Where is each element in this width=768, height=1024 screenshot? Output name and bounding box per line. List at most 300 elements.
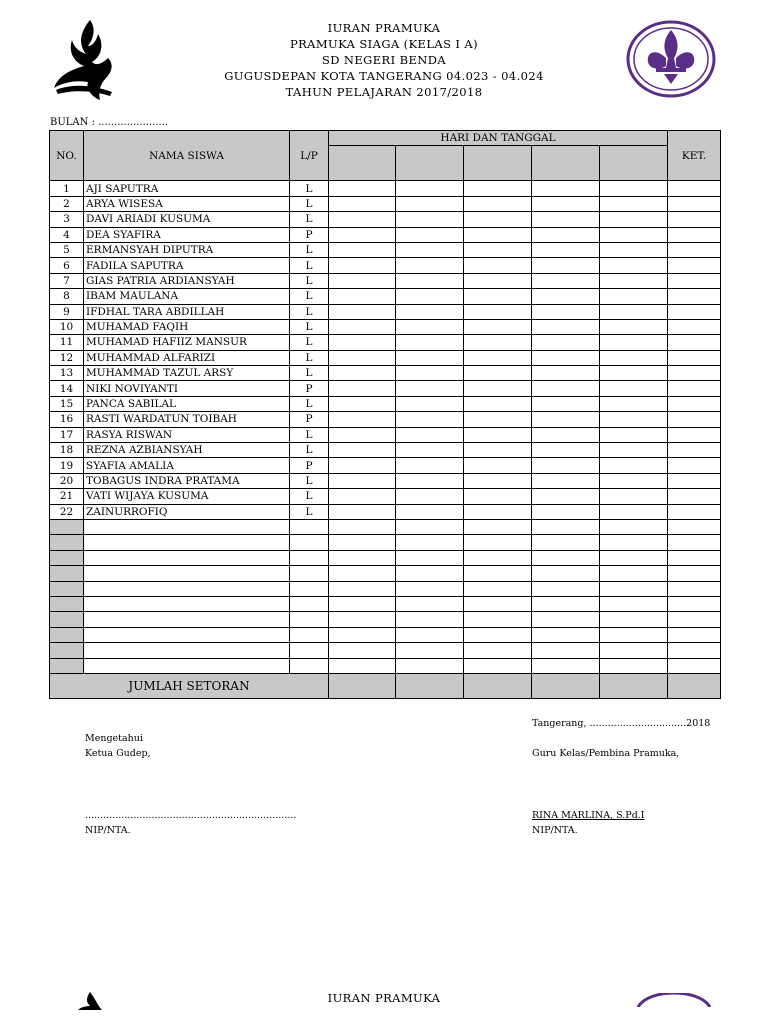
empty-cell bbox=[464, 627, 532, 642]
attendance-cell bbox=[532, 335, 600, 350]
empty-cell bbox=[396, 596, 464, 611]
attendance-cell bbox=[329, 427, 396, 442]
attendance-cell bbox=[668, 458, 721, 473]
empty-cell bbox=[329, 550, 396, 565]
attendance-cell bbox=[329, 319, 396, 334]
empty-cell bbox=[668, 535, 721, 550]
date-header-cell bbox=[532, 146, 600, 181]
empty-cell bbox=[532, 535, 600, 550]
student-gender: L bbox=[290, 212, 329, 227]
attendance-cell bbox=[600, 289, 668, 304]
empty-cell bbox=[84, 612, 290, 627]
attendance-cell bbox=[600, 458, 668, 473]
attendance-cell bbox=[532, 273, 600, 288]
table-row bbox=[50, 366, 721, 381]
attendance-cell bbox=[329, 443, 396, 458]
student-gender: L bbox=[290, 319, 329, 334]
student-gender: L bbox=[290, 366, 329, 381]
row-number: 3 bbox=[50, 212, 84, 227]
attendance-cell bbox=[329, 412, 396, 427]
table-row bbox=[50, 396, 721, 411]
left-nip: NIP/NTA. bbox=[85, 825, 131, 836]
attendance-cell bbox=[668, 242, 721, 257]
table-row bbox=[50, 273, 721, 288]
attendance-cell bbox=[532, 443, 600, 458]
table-row bbox=[50, 258, 721, 273]
student-name: FADILA SAPUTRA bbox=[84, 258, 290, 273]
attendance-cell bbox=[532, 350, 600, 365]
row-number: 12 bbox=[50, 350, 84, 365]
attendance-cell bbox=[396, 273, 464, 288]
empty-number-cell bbox=[50, 566, 84, 581]
student-name: RASTI WARDATUN TOIBAH bbox=[84, 412, 290, 427]
attendance-cell bbox=[396, 181, 464, 196]
attendance-table bbox=[49, 130, 721, 699]
row-number: 13 bbox=[50, 366, 84, 381]
empty-cell bbox=[84, 519, 290, 534]
empty-row bbox=[50, 535, 721, 550]
table-row bbox=[50, 319, 721, 334]
guru-kelas-label: Guru Kelas/Pembina Pramuka, bbox=[532, 748, 680, 759]
empty-row bbox=[50, 566, 721, 581]
row-number: 2 bbox=[50, 196, 84, 211]
empty-row bbox=[50, 612, 721, 627]
attendance-cell bbox=[532, 181, 600, 196]
attendance-cell bbox=[668, 258, 721, 273]
attendance-cell bbox=[464, 181, 532, 196]
empty-cell bbox=[464, 612, 532, 627]
attendance-cell bbox=[396, 381, 464, 396]
total-cell bbox=[532, 673, 600, 698]
student-gender: L bbox=[290, 289, 329, 304]
empty-cell bbox=[668, 627, 721, 642]
table-row bbox=[50, 196, 721, 211]
attendance-cell bbox=[668, 489, 721, 504]
empty-row bbox=[50, 550, 721, 565]
attendance-cell bbox=[600, 181, 668, 196]
table-header-row bbox=[50, 131, 721, 146]
attendance-cell bbox=[600, 350, 668, 365]
attendance-cell bbox=[668, 212, 721, 227]
attendance-cell bbox=[329, 289, 396, 304]
empty-cell bbox=[396, 550, 464, 565]
attendance-cell bbox=[464, 366, 532, 381]
attendance-cell bbox=[600, 396, 668, 411]
attendance-cell bbox=[532, 366, 600, 381]
empty-cell bbox=[532, 627, 600, 642]
attendance-cell bbox=[600, 381, 668, 396]
empty-cell bbox=[464, 581, 532, 596]
attendance-cell bbox=[532, 319, 600, 334]
bulan-label: BULAN : ...................... bbox=[50, 117, 169, 128]
empty-cell bbox=[532, 566, 600, 581]
table-row bbox=[50, 242, 721, 257]
left-signature-line: ...................................................................... bbox=[85, 810, 297, 821]
attendance-cell bbox=[668, 412, 721, 427]
student-gender: L bbox=[290, 304, 329, 319]
student-gender: L bbox=[290, 196, 329, 211]
empty-cell bbox=[396, 643, 464, 658]
table-row bbox=[50, 350, 721, 365]
attendance-cell bbox=[600, 242, 668, 257]
attendance-cell bbox=[600, 227, 668, 242]
attendance-cell bbox=[668, 181, 721, 196]
attendance-cell bbox=[668, 350, 721, 365]
student-gender: P bbox=[290, 412, 329, 427]
student-name: VATI WIJAYA KUSUMA bbox=[84, 489, 290, 504]
attendance-cell bbox=[668, 381, 721, 396]
empty-cell bbox=[396, 658, 464, 673]
student-gender: L bbox=[290, 504, 329, 519]
student-name: DAVI ARIADI KUSUMA bbox=[84, 212, 290, 227]
empty-cell bbox=[464, 643, 532, 658]
student-name: IFDHAL TARA ABDILLAH bbox=[84, 304, 290, 319]
attendance-cell bbox=[532, 427, 600, 442]
table-row bbox=[50, 443, 721, 458]
attendance-cell bbox=[668, 443, 721, 458]
attendance-cell bbox=[464, 396, 532, 411]
student-gender: L bbox=[290, 242, 329, 257]
empty-cell bbox=[532, 581, 600, 596]
row-number: 19 bbox=[50, 458, 84, 473]
empty-row bbox=[50, 643, 721, 658]
empty-cell bbox=[668, 643, 721, 658]
empty-cell bbox=[600, 658, 668, 673]
attendance-cell bbox=[600, 443, 668, 458]
right-nip: NIP/NTA. bbox=[532, 825, 578, 836]
row-number: 18 bbox=[50, 443, 84, 458]
row-number: 4 bbox=[50, 227, 84, 242]
empty-row bbox=[50, 581, 721, 596]
row-number: 11 bbox=[50, 335, 84, 350]
empty-cell bbox=[532, 519, 600, 534]
empty-cell bbox=[396, 627, 464, 642]
attendance-cell bbox=[464, 289, 532, 304]
attendance-cell bbox=[396, 504, 464, 519]
attendance-cell bbox=[396, 396, 464, 411]
empty-cell bbox=[600, 596, 668, 611]
attendance-cell bbox=[532, 212, 600, 227]
empty-cell bbox=[290, 535, 329, 550]
empty-cell bbox=[532, 643, 600, 658]
row-number: 5 bbox=[50, 242, 84, 257]
row-number: 21 bbox=[50, 489, 84, 504]
student-gender: L bbox=[290, 350, 329, 365]
row-number: 15 bbox=[50, 396, 84, 411]
place-date: Tangerang, ................................2018 bbox=[532, 718, 711, 729]
attendance-cell bbox=[464, 381, 532, 396]
next-page-logo-right bbox=[634, 992, 714, 1006]
empty-cell bbox=[329, 596, 396, 611]
attendance-cell bbox=[532, 381, 600, 396]
empty-cell bbox=[329, 627, 396, 642]
attendance-cell bbox=[464, 458, 532, 473]
attendance-cell bbox=[532, 242, 600, 257]
empty-cell bbox=[532, 550, 600, 565]
empty-cell bbox=[600, 581, 668, 596]
jumlah-setoran-label: JUMLAH SETORAN bbox=[50, 673, 329, 698]
empty-cell bbox=[600, 519, 668, 534]
header-title: IURAN PRAMUKA bbox=[327, 21, 441, 35]
attendance-cell bbox=[668, 304, 721, 319]
attendance-cell bbox=[396, 427, 464, 442]
student-name: GIAS PATRIA ARDIANSYAH bbox=[84, 273, 290, 288]
empty-cell bbox=[600, 566, 668, 581]
row-number: 6 bbox=[50, 258, 84, 273]
student-gender: L bbox=[290, 258, 329, 273]
col-ket-header: KET. bbox=[668, 131, 721, 181]
attendance-cell bbox=[329, 381, 396, 396]
row-number: 20 bbox=[50, 473, 84, 488]
table-row bbox=[50, 427, 721, 442]
empty-cell bbox=[668, 550, 721, 565]
student-name: ERMANSYAH DIPUTRA bbox=[84, 242, 290, 257]
table-row bbox=[50, 181, 721, 196]
empty-cell bbox=[668, 581, 721, 596]
attendance-cell bbox=[668, 335, 721, 350]
empty-cell bbox=[290, 627, 329, 642]
empty-cell bbox=[532, 658, 600, 673]
attendance-cell bbox=[396, 258, 464, 273]
student-gender: P bbox=[290, 458, 329, 473]
attendance-cell bbox=[532, 196, 600, 211]
attendance-cell bbox=[329, 196, 396, 211]
row-number: 9 bbox=[50, 304, 84, 319]
attendance-cell bbox=[396, 242, 464, 257]
next-page-title: IURAN PRAMUKA bbox=[327, 991, 441, 1005]
attendance-cell bbox=[464, 350, 532, 365]
row-number: 8 bbox=[50, 289, 84, 304]
empty-cell bbox=[84, 658, 290, 673]
empty-cell bbox=[290, 566, 329, 581]
empty-cell bbox=[396, 535, 464, 550]
attendance-cell bbox=[532, 396, 600, 411]
empty-cell bbox=[532, 612, 600, 627]
table-row bbox=[50, 489, 721, 504]
attendance-cell bbox=[396, 366, 464, 381]
empty-number-cell bbox=[50, 519, 84, 534]
attendance-cell bbox=[600, 504, 668, 519]
row-number: 1 bbox=[50, 181, 84, 196]
attendance-cell bbox=[668, 396, 721, 411]
empty-row bbox=[50, 627, 721, 642]
empty-cell bbox=[600, 535, 668, 550]
empty-cell bbox=[84, 627, 290, 642]
student-name: SYAFIA AMALIA bbox=[84, 458, 290, 473]
attendance-cell bbox=[600, 196, 668, 211]
table-row bbox=[50, 412, 721, 427]
empty-cell bbox=[290, 519, 329, 534]
student-gender: L bbox=[290, 489, 329, 504]
empty-cell bbox=[84, 596, 290, 611]
empty-cell bbox=[668, 596, 721, 611]
attendance-cell bbox=[464, 443, 532, 458]
attendance-cell bbox=[532, 227, 600, 242]
row-number: 10 bbox=[50, 319, 84, 334]
student-name: MUHAMAD FAQIH bbox=[84, 319, 290, 334]
empty-cell bbox=[600, 627, 668, 642]
attendance-cell bbox=[329, 181, 396, 196]
table-row bbox=[50, 381, 721, 396]
empty-cell bbox=[290, 581, 329, 596]
attendance-cell bbox=[464, 258, 532, 273]
empty-cell bbox=[290, 643, 329, 658]
empty-cell bbox=[329, 658, 396, 673]
empty-cell bbox=[290, 612, 329, 627]
attendance-cell bbox=[668, 319, 721, 334]
attendance-cell bbox=[668, 227, 721, 242]
attendance-cell bbox=[668, 473, 721, 488]
student-name: NIKI NOVIYANTI bbox=[84, 381, 290, 396]
empty-cell bbox=[290, 596, 329, 611]
empty-number-cell bbox=[50, 658, 84, 673]
empty-cell bbox=[600, 550, 668, 565]
empty-cell bbox=[84, 643, 290, 658]
attendance-cell bbox=[396, 196, 464, 211]
attendance-cell bbox=[600, 473, 668, 488]
ketua-gudep-label: Ketua Gudep, bbox=[85, 748, 151, 759]
empty-cell bbox=[84, 535, 290, 550]
student-gender: L bbox=[290, 181, 329, 196]
attendance-cell bbox=[464, 335, 532, 350]
right-signature-name: RINA MARLINA, S.Pd.I bbox=[532, 810, 645, 821]
col-hari-header: HARI DAN TANGGAL bbox=[329, 131, 668, 146]
attendance-cell bbox=[396, 319, 464, 334]
table-row bbox=[50, 335, 721, 350]
attendance-cell bbox=[464, 227, 532, 242]
attendance-cell bbox=[464, 212, 532, 227]
attendance-cell bbox=[329, 242, 396, 257]
attendance-cell bbox=[464, 304, 532, 319]
attendance-cell bbox=[668, 366, 721, 381]
empty-cell bbox=[290, 658, 329, 673]
empty-number-cell bbox=[50, 581, 84, 596]
header-school: SD NEGERI BENDA bbox=[321, 53, 447, 67]
attendance-cell bbox=[600, 273, 668, 288]
student-name: PANCA SABILAL bbox=[84, 396, 290, 411]
empty-cell bbox=[668, 612, 721, 627]
empty-cell bbox=[532, 596, 600, 611]
empty-cell bbox=[668, 658, 721, 673]
attendance-cell bbox=[329, 350, 396, 365]
attendance-cell bbox=[396, 289, 464, 304]
col-nama-header: NAMA SISWA bbox=[84, 131, 290, 181]
attendance-cell bbox=[532, 289, 600, 304]
student-gender: P bbox=[290, 381, 329, 396]
attendance-cell bbox=[668, 273, 721, 288]
attendance-cell bbox=[532, 412, 600, 427]
empty-number-cell bbox=[50, 627, 84, 642]
empty-number-cell bbox=[50, 535, 84, 550]
col-lp-header: L/P bbox=[290, 131, 329, 181]
attendance-cell bbox=[532, 458, 600, 473]
attendance-cell bbox=[464, 412, 532, 427]
table-row bbox=[50, 304, 721, 319]
attendance-cell bbox=[600, 366, 668, 381]
empty-cell bbox=[84, 566, 290, 581]
student-gender: L bbox=[290, 396, 329, 411]
attendance-cell bbox=[329, 304, 396, 319]
student-name: AJI SAPUTRA bbox=[84, 181, 290, 196]
attendance-cell bbox=[396, 473, 464, 488]
attendance-cell bbox=[600, 319, 668, 334]
empty-cell bbox=[464, 658, 532, 673]
empty-cell bbox=[464, 550, 532, 565]
attendance-cell bbox=[600, 212, 668, 227]
attendance-cell bbox=[600, 258, 668, 273]
student-gender: L bbox=[290, 443, 329, 458]
attendance-cell bbox=[329, 366, 396, 381]
attendance-cell bbox=[329, 258, 396, 273]
table-row bbox=[50, 212, 721, 227]
attendance-cell bbox=[329, 273, 396, 288]
table-row bbox=[50, 473, 721, 488]
attendance-cell bbox=[329, 396, 396, 411]
date-header-cell bbox=[396, 146, 464, 181]
header-class: PRAMUKA SIAGA (KELAS I A) bbox=[289, 37, 479, 51]
student-gender: L bbox=[290, 427, 329, 442]
table-row bbox=[50, 289, 721, 304]
attendance-cell bbox=[396, 304, 464, 319]
empty-number-cell bbox=[50, 596, 84, 611]
attendance-cell bbox=[600, 489, 668, 504]
student-name: REZNA AZBIANSYAH bbox=[84, 443, 290, 458]
empty-cell bbox=[290, 550, 329, 565]
attendance-cell bbox=[464, 319, 532, 334]
empty-cell bbox=[668, 519, 721, 534]
row-number: 16 bbox=[50, 412, 84, 427]
attendance-cell bbox=[600, 412, 668, 427]
date-header-cell bbox=[464, 146, 532, 181]
student-name: MUHAMAD HAFIIZ MANSUR bbox=[84, 335, 290, 350]
attendance-cell bbox=[329, 335, 396, 350]
empty-row bbox=[50, 596, 721, 611]
empty-cell bbox=[329, 643, 396, 658]
attendance-cell bbox=[532, 504, 600, 519]
mengetahui-label: Mengetahui bbox=[85, 733, 143, 744]
attendance-cell bbox=[532, 489, 600, 504]
empty-cell bbox=[84, 550, 290, 565]
empty-cell bbox=[600, 612, 668, 627]
attendance-cell bbox=[464, 427, 532, 442]
empty-cell bbox=[396, 519, 464, 534]
attendance-cell bbox=[668, 289, 721, 304]
row-number: 22 bbox=[50, 504, 84, 519]
total-cell bbox=[600, 673, 668, 698]
attendance-cell bbox=[329, 227, 396, 242]
attendance-cell bbox=[464, 504, 532, 519]
attendance-cell bbox=[464, 196, 532, 211]
empty-cell bbox=[329, 535, 396, 550]
total-ket-cell bbox=[668, 673, 721, 698]
total-cell bbox=[396, 673, 464, 698]
attendance-cell bbox=[532, 258, 600, 273]
student-name: MUHAMMAD TAZUL ARSY bbox=[84, 366, 290, 381]
header-year: TAHUN PELAJARAN 2017/2018 bbox=[285, 85, 483, 99]
empty-cell bbox=[600, 643, 668, 658]
empty-row bbox=[50, 519, 721, 534]
attendance-cell bbox=[329, 504, 396, 519]
header-gudep: GUGUSDEPAN KOTA TANGERANG 04.023 - 04.024 bbox=[224, 69, 544, 83]
empty-cell bbox=[329, 566, 396, 581]
student-name: ZAINURROFIQ bbox=[84, 504, 290, 519]
empty-cell bbox=[464, 566, 532, 581]
attendance-cell bbox=[464, 473, 532, 488]
empty-cell bbox=[396, 612, 464, 627]
row-number: 17 bbox=[50, 427, 84, 442]
attendance-cell bbox=[532, 473, 600, 488]
attendance-cell bbox=[600, 427, 668, 442]
